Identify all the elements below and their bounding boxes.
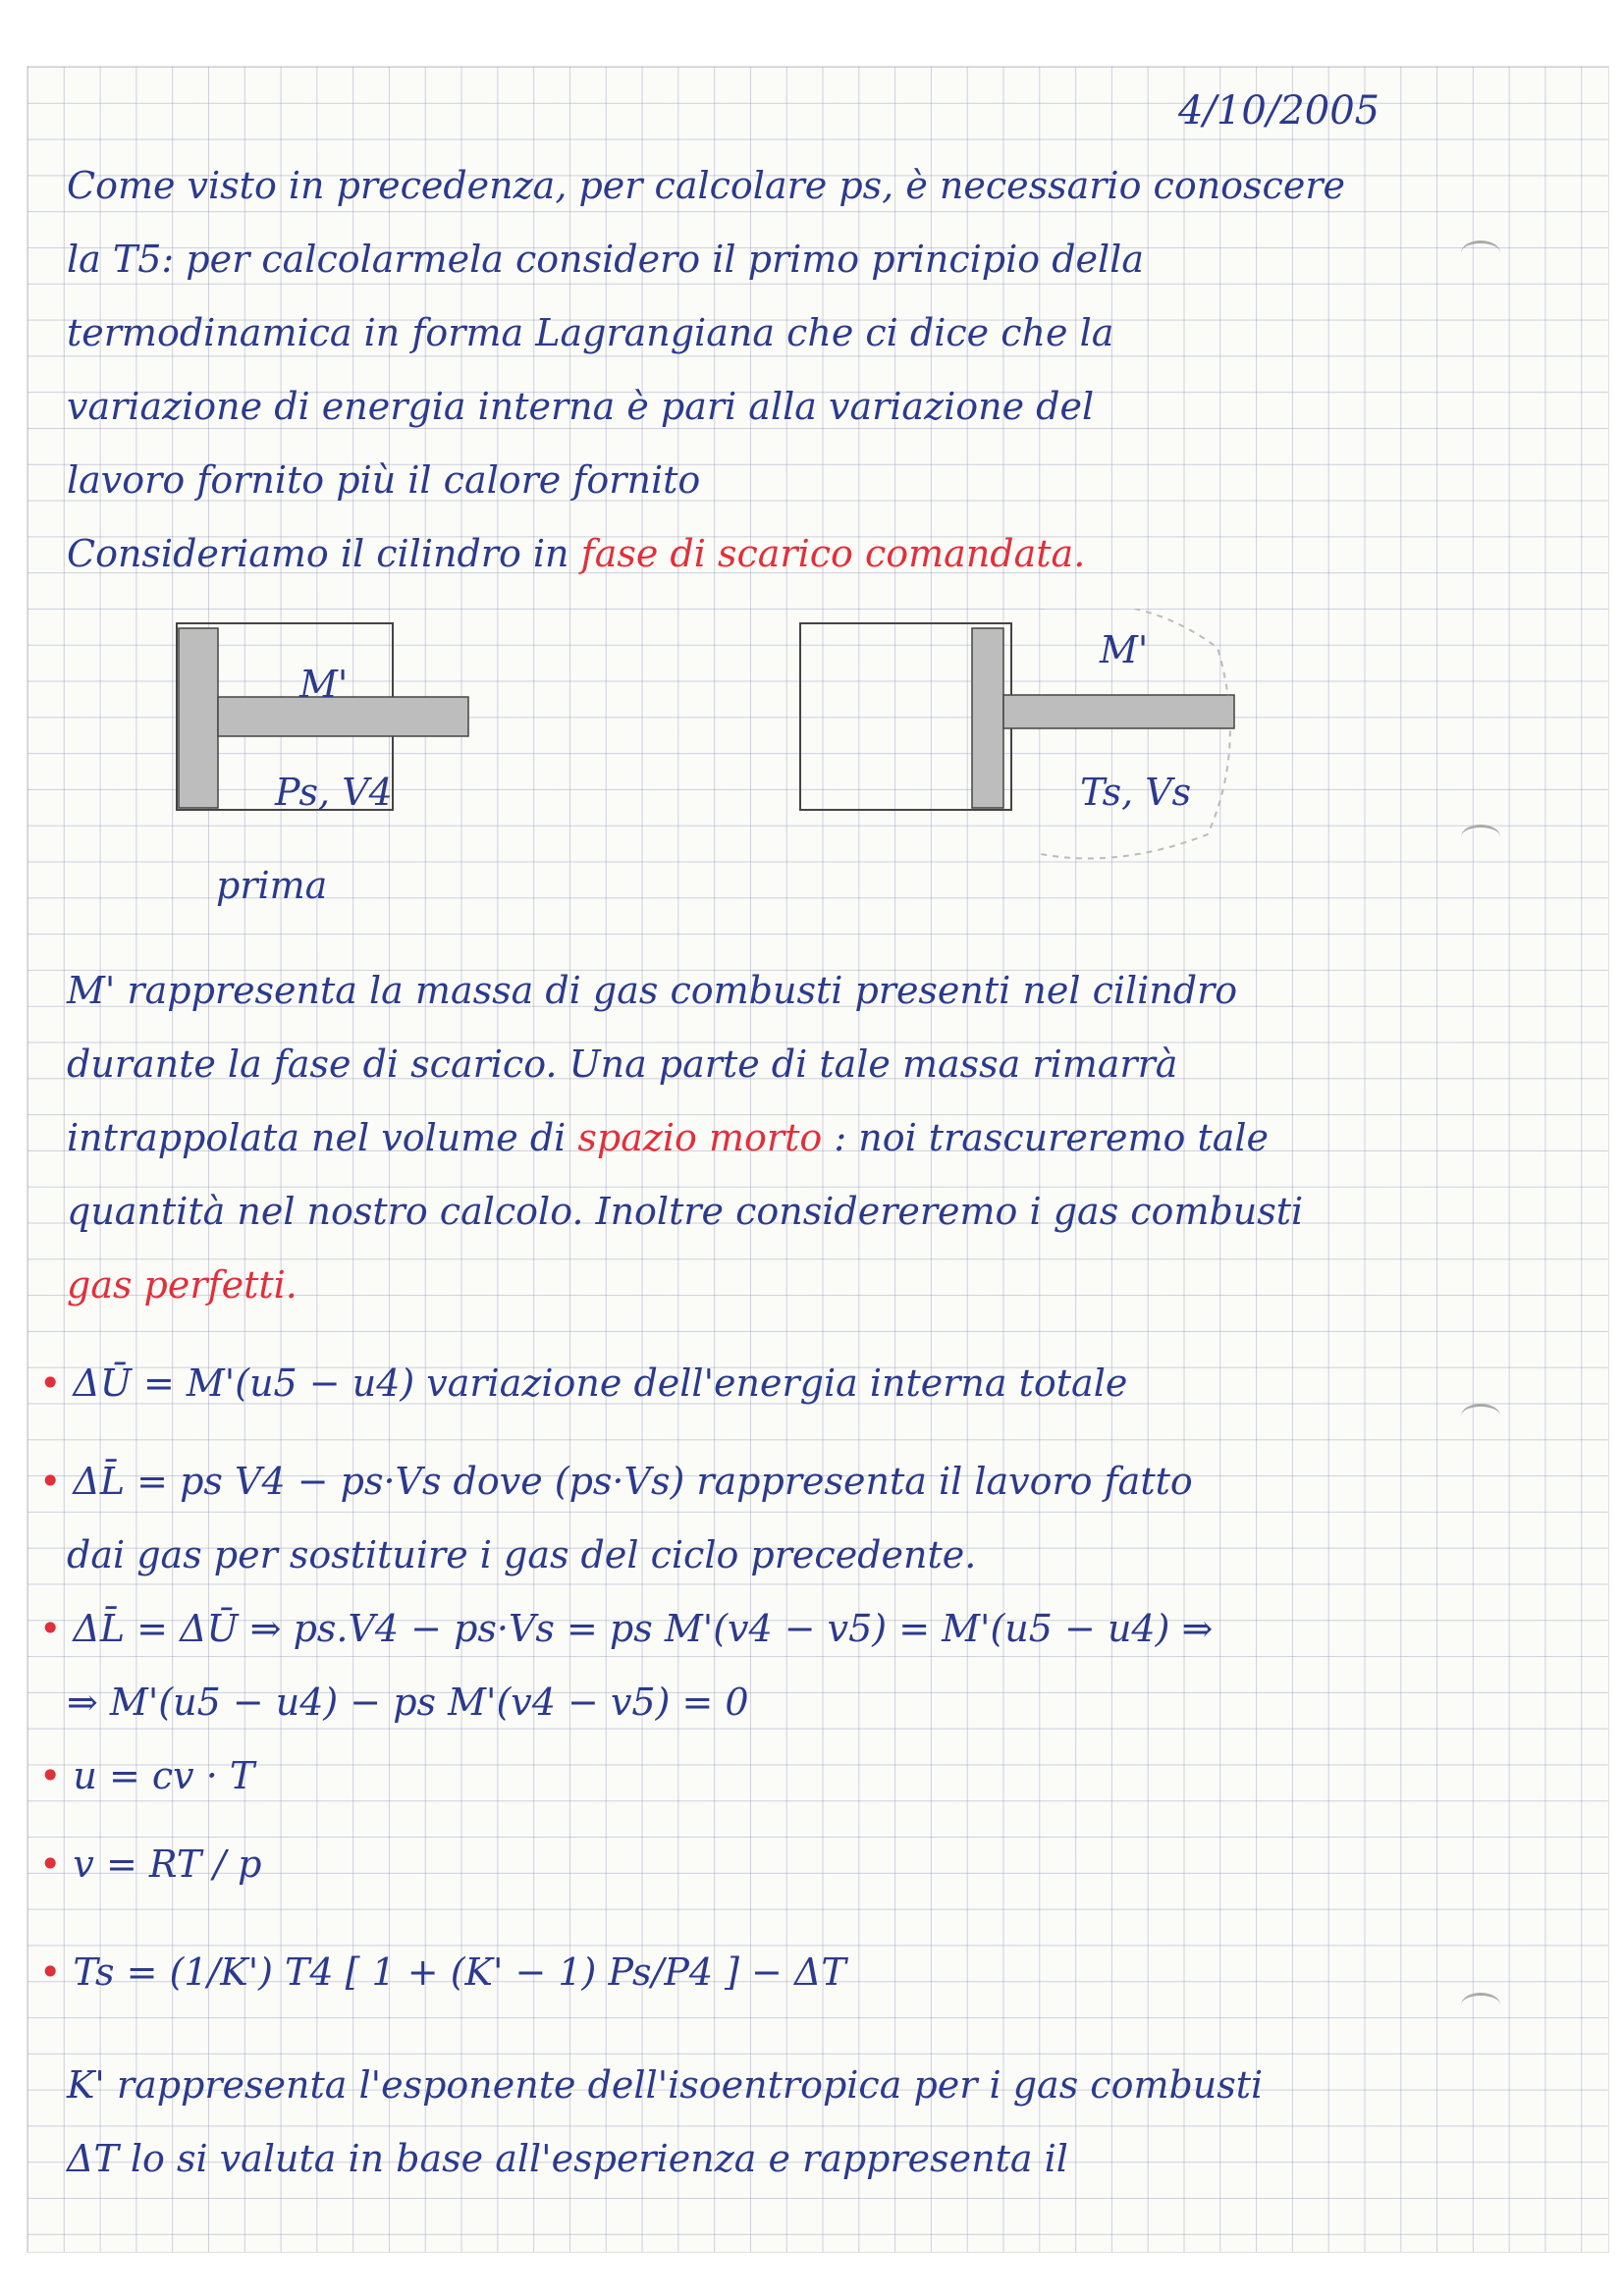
formula-line [39, 1362, 1128, 1405]
text-line: termodinamica in forma Lagrangiana che ci dice che la [67, 311, 1114, 354]
bullet-icon: • [39, 1607, 62, 1650]
text-line: quantità nel nostro calcolo. Inoltre considereremo i gas combusti [67, 1190, 1304, 1233]
formula-text: ΔL̄ = ps V4 − ps·Vs dove (ps·Vs) rappresenta il lavoro fatto [73, 1460, 1193, 1503]
right-mass-label: M' [1100, 628, 1149, 671]
text-segment: : noi trascureremo tale [834, 1116, 1270, 1159]
formula-line [39, 1460, 1193, 1503]
bullet-icon: • [39, 1362, 62, 1405]
consider-prefix: Consideriamo il cilindro in [67, 532, 569, 575]
text-line [67, 1116, 1270, 1159]
text-line: variazione di energia interna è pari alla variazione del [67, 385, 1095, 428]
binder-hole [1461, 1404, 1500, 1428]
consider-highlight: fase di scarico comandata. [580, 532, 1086, 575]
text-segment: intrappolata nel volume di [67, 1116, 567, 1159]
formula-text: ΔL̄ = ΔŪ ⇒ ps.V4 − ps·Vs = ps M'(v4 − v5) = M'(u5 − u4) ⇒ [73, 1607, 1214, 1650]
date-label: 4/10/2005 [1178, 88, 1380, 133]
formula-line [39, 1607, 1214, 1650]
right-cylinder [800, 609, 1234, 859]
formula-line [39, 1754, 255, 1797]
formula-text: v = RT / p [73, 1842, 262, 1886]
right-state-label: Ts, Vs [1080, 771, 1192, 814]
formula-line: dai gas per sostituire i gas del ciclo precedente. [67, 1533, 977, 1576]
left-mass-label: M' [299, 663, 349, 706]
bullet-icon: • [39, 1460, 62, 1503]
binder-hole [1461, 825, 1500, 849]
left-state-label: Ps, V4 [275, 771, 393, 814]
text-line: Come visto in precedenza, per calcolare ps, è necessario conoscere [67, 164, 1345, 207]
formula-text: u = cv · T [73, 1754, 255, 1797]
text-line: K' rappresenta l'esponente dell'isoentropica per i gas combusti [67, 2063, 1264, 2107]
text-line: ΔT lo si valuta in base all'esperienza e rappresenta il [67, 2137, 1068, 2180]
text-highlight: spazio morto [577, 1116, 823, 1159]
binder-hole [1461, 1993, 1500, 2017]
formula-line [39, 1842, 262, 1886]
formula-line [39, 1950, 846, 1994]
bullet-icon: • [39, 1754, 62, 1797]
bullet-icon: • [39, 1842, 62, 1886]
formula-line: ⇒ M'(u5 − u4) − ps M'(v4 − v5) = 0 [67, 1681, 749, 1724]
diagram-caption: prima [216, 864, 328, 907]
formula-text: Ts = (1/K') T4 [ 1 + (K' − 1) Ps/P4 ] − ΔT [73, 1950, 846, 1994]
bullet-icon: • [39, 1950, 62, 1994]
text-line: lavoro fornito più il calore fornito [67, 458, 701, 502]
text-line-highlight: gas perfetti. [67, 1263, 298, 1307]
text-line: M' rappresenta la massa di gas combusti presenti nel cilindro [67, 969, 1238, 1012]
formula-text: ΔŪ = M'(u5 − u4) variazione dell'energia interna totale [73, 1362, 1128, 1405]
text-line: durante la fase di scarico. Una parte di tale massa rimarrà [67, 1042, 1178, 1086]
text-line: la T5: per calcolarmela considero il primo principio della [67, 238, 1144, 281]
binder-hole [1461, 240, 1500, 265]
consider-line [67, 532, 1086, 575]
